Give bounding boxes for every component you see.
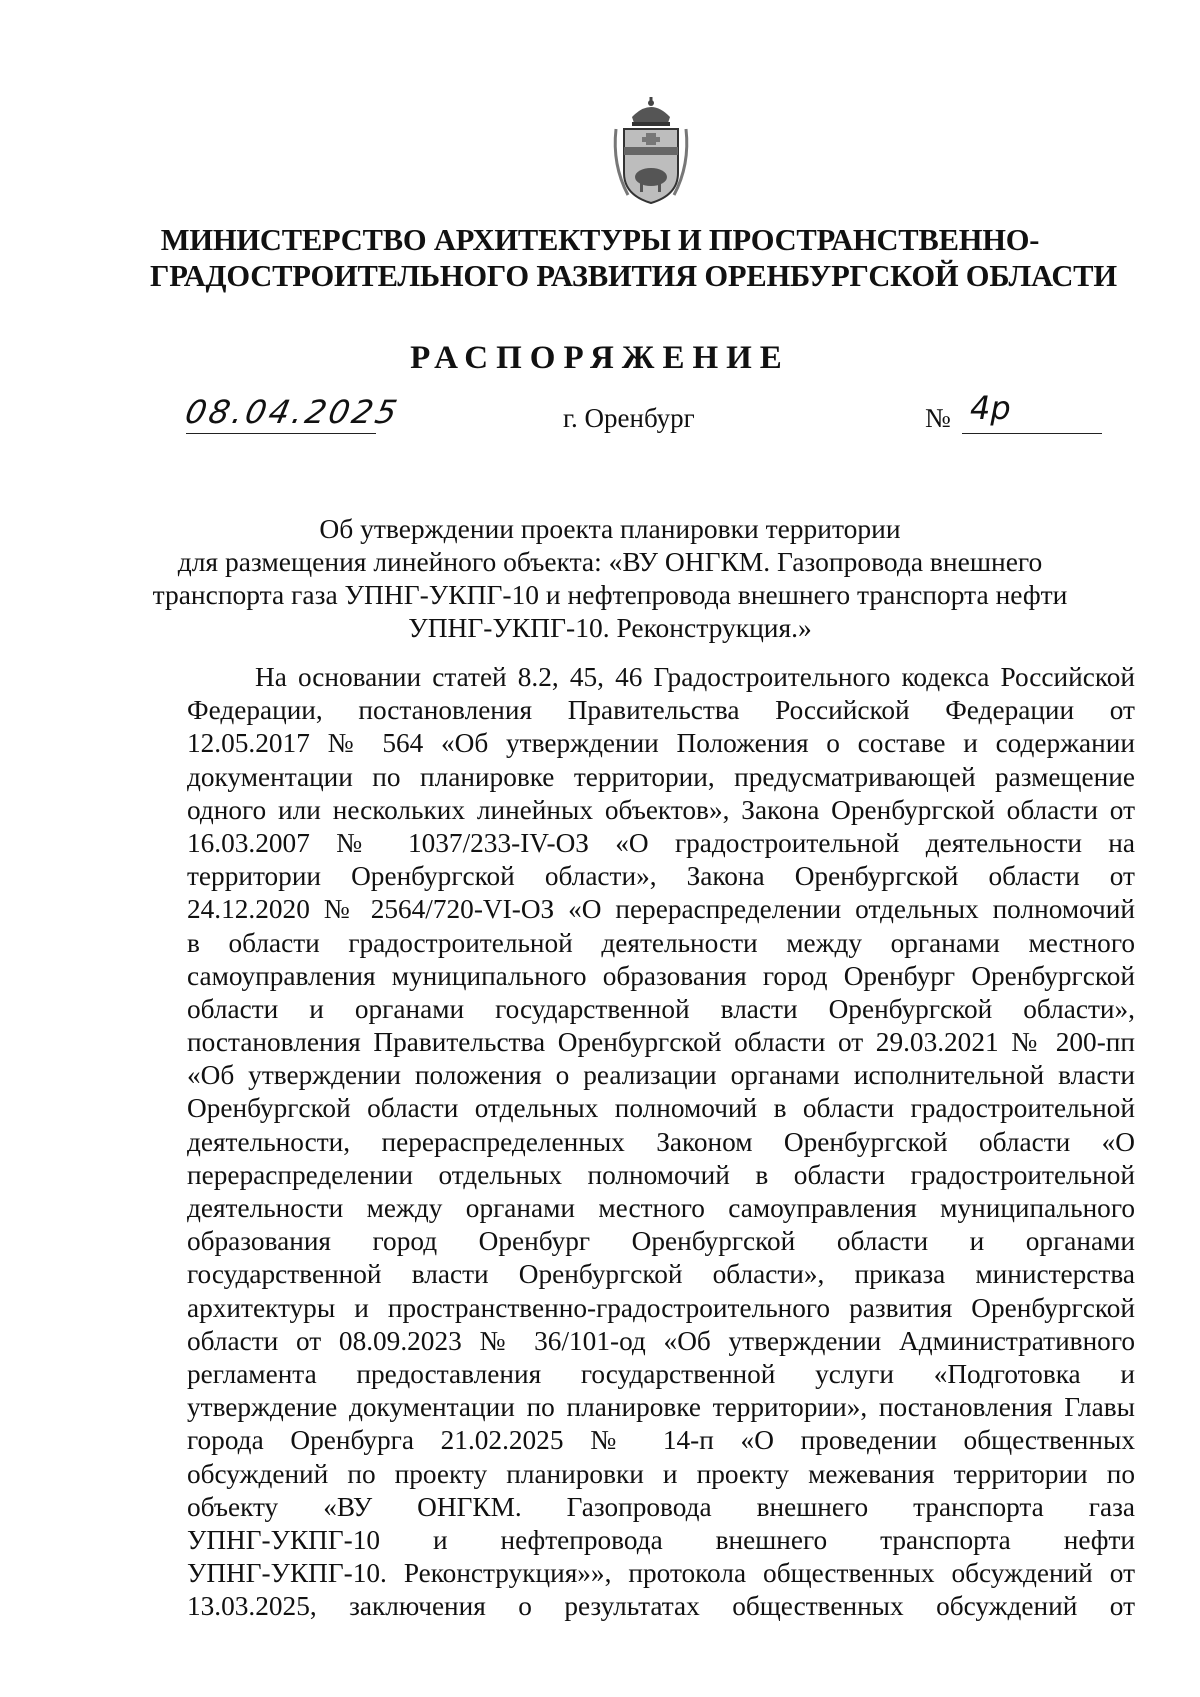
body-line: Оренбургской области отдельных полномочий в области градостроительной — [187, 1093, 1135, 1124]
subject-line-2: для размещения линейного объекта: «ВУ ОНГКМ. Газопровода внешнего — [177, 546, 1043, 577]
number-underline — [962, 433, 1102, 434]
ministry-name-line-2: ГРАДОСТРОИТЕЛЬНОГО РАЗВИТИЯ ОРЕНБУРГСКОЙ ОБЛАСТИ — [150, 259, 1117, 293]
body-line: 12.05.2017 № 564 «Об утверждении Положения о составе и содержании — [187, 728, 1135, 759]
body-line: документации по планировке территории, предусматривающей размещение — [187, 761, 1135, 792]
body-line: архитектуры и пространственно-градостроительного развития Оренбургской — [187, 1292, 1135, 1323]
body-line: УПНГ-УКПГ-10 и нефтепровода внешнего транспорта нефти — [187, 1524, 1135, 1555]
body-paragraph — [187, 661, 1135, 1623]
document-city: г. Оренбург — [563, 403, 695, 433]
document-date: 08.04.2025 — [181, 393, 404, 431]
body-line: образования город Оренбург Оренбургской области и органами — [187, 1226, 1135, 1257]
document-subject — [150, 512, 1070, 644]
body-line: в области градостроительной деятельности между органами местного — [187, 927, 1135, 958]
body-line: деятельности, перераспределенных Законом Оренбургской области «О — [187, 1126, 1135, 1157]
body-line: одного или нескольких линейных объектов», Закона Оренбургской области от — [187, 794, 1135, 825]
body-line: области от 08.09.2023 № 36/101-од «Об утверждении Административного — [187, 1325, 1135, 1356]
body-line: «Об утверждении положения о реализации органами исполнительной власти — [187, 1060, 1135, 1091]
body-line: объекту «ВУ ОНГКМ. Газопровода внешнего транспорта газа — [187, 1491, 1135, 1522]
subject-line-3: транспорта газа УПНГ-УКПГ-10 и нефтепровода внешнего транспорта нефти — [152, 579, 1068, 610]
body-line: На основании статей 8.2, 45, 46 Градостроительного кодекса Российской — [255, 662, 1135, 692]
body-line: УПНГ-УКПГ-10. Реконструкция»», протокола общественных обсуждений от — [187, 1558, 1135, 1589]
body-line: 13.03.2025, заключения о результатах общественных обсуждений от — [187, 1591, 1135, 1622]
orenburg-coat-of-arms-icon — [610, 95, 692, 207]
subject-line-4: УПНГ-УКПГ-10. Реконструкция.» — [408, 612, 812, 643]
document-type-title: РАСПОРЯЖЕНИЕ — [410, 340, 790, 376]
body-line: области и органами государственной власти Оренбургской области», — [187, 993, 1135, 1024]
body-line: города Оренбурга 21.02.2025 № 14-п «О проведении общественных — [187, 1425, 1135, 1456]
body-line: утверждение документации по планировке территории», постановления Главы — [187, 1392, 1135, 1423]
body-line: Федерации, постановления Правительства Российской Федерации от — [187, 695, 1135, 726]
ministry-name — [150, 222, 1117, 294]
document-number: 4р — [970, 389, 1011, 427]
subject-line-1: Об утверждении проекта планировки территории — [319, 513, 901, 544]
body-line: деятельности между органами местного самоуправления муниципального — [187, 1193, 1135, 1223]
body-line: обсуждений по проекту планировки и проекту межевания территории по — [187, 1458, 1135, 1489]
body-line: 16.03.2007 № 1037/233-IV-ОЗ «О градостроительной деятельности на — [187, 827, 1135, 858]
body-line: государственной власти Оренбургской области», приказа министерства — [187, 1259, 1135, 1290]
number-sign: № — [925, 403, 951, 433]
body-line: 24.12.2020 № 2564/720-VI-ОЗ «О перераспределении отдельных полномочий — [187, 894, 1135, 925]
body-line: постановления Правительства Оренбургской области от 29.03.2021 № 200-пп — [187, 1027, 1135, 1058]
date-underline — [186, 433, 376, 434]
ministry-name-line-1: МИНИСТЕРСТВО АРХИТЕКТУРЫ И ПРОСТРАНСТВЕННО- — [160, 223, 1040, 257]
body-line: самоуправления муниципального образования город Оренбург Оренбургской — [187, 960, 1135, 991]
body-line: регламента предоставления государственной услуги «Подготовка и — [187, 1358, 1135, 1389]
body-line: перераспределении отдельных полномочий в области градостроительной — [187, 1159, 1135, 1190]
body-line: территории Оренбургской области», Закона Оренбургской области от — [187, 861, 1135, 892]
